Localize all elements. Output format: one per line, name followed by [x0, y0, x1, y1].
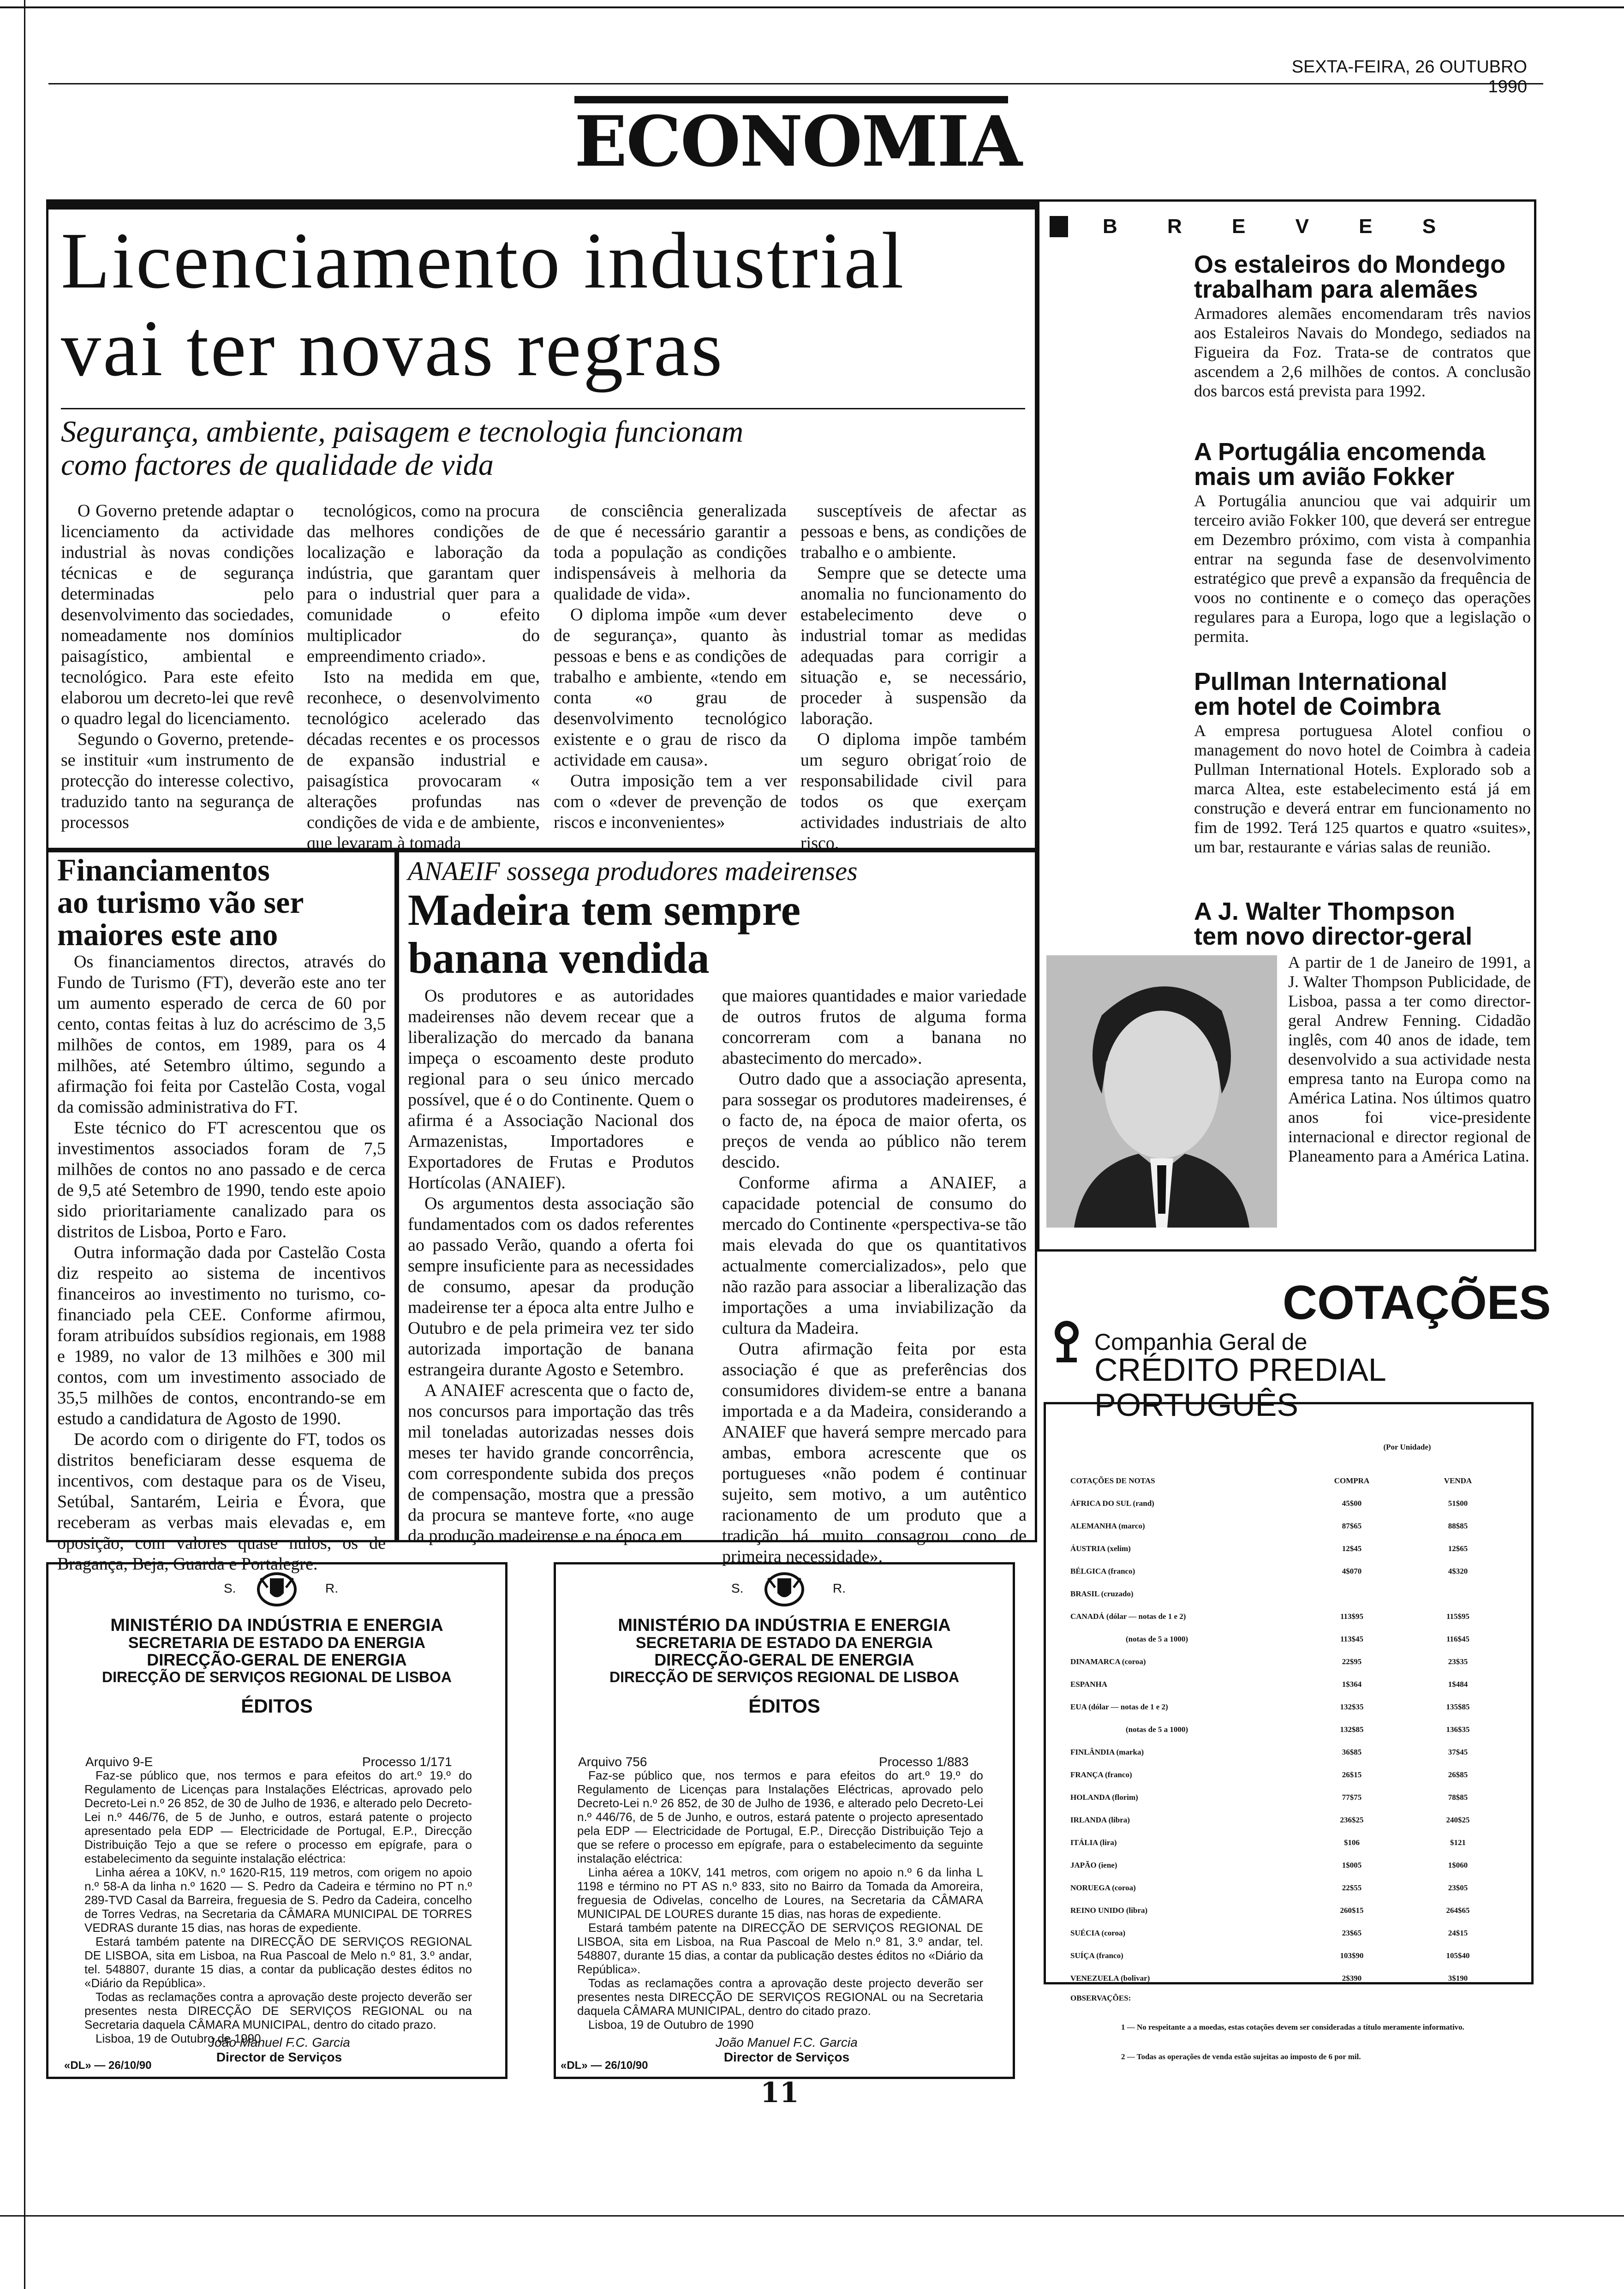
quote-buy: 23$65	[1342, 1928, 1362, 1937]
quote-sell: 88$85	[1448, 1521, 1468, 1530]
lead-subhead	[61, 415, 1025, 482]
quote-buy: 103$90	[1340, 1951, 1364, 1960]
quote-currency: SUÍÇA (franco)	[1070, 1951, 1123, 1960]
quote-currency: (notas de 5 a 1000)	[1126, 1725, 1188, 1734]
lead-col1-p1: O Governo pretende adaptar o licenciamento da actividade industrial às novas condições técnicas e de segurança determinadas pelo desenvolvimento das sociedades, nomeadamente nos domínios paisagístico, ambiental e tecnológico. Para este efeito elaborou um decreto-lei que revê o quadro legal do licenciamento.	[61, 501, 294, 728]
madeira-c2-p2: Outro dado que a associação apresenta, para sossegar os produtores madeirenses, é o facto de, na época de maior oferta, os preços de venda ao público não terem descido.	[722, 1069, 1027, 1172]
notice-2-line3: DIRECÇÃO-GERAL DE ENERGIA	[654, 1650, 914, 1669]
notice-1-p4: Todas as reclamações contra a aprovação deste projecto deverão ser presentes nesta DIRECÇÃO DE SERVIÇOS REGIONAL ou na Secretaria daquela CÂMARA MUNICIPAL, dentro do citado prazo.	[84, 1990, 472, 2031]
quote-buy: 77$75	[1342, 1792, 1362, 1802]
quote-sell: 23$35	[1448, 1657, 1468, 1666]
quote-currency: BRASIL (cruzado)	[1070, 1589, 1134, 1598]
issue-date: SEXTA-FEIRA, 26 OUTUBRO 1990	[1291, 57, 1527, 96]
bank-logo-icon	[1047, 1319, 1086, 1363]
madeira-col-2	[722, 986, 1027, 1567]
quote-currency: BÉLGICA (franco)	[1070, 1566, 1135, 1576]
quote-row	[1070, 1718, 1513, 1741]
quote-sell: 116$45	[1446, 1634, 1470, 1643]
notice-1-ministry: MINISTÉRIO DA INDÚSTRIA E ENERGIA	[110, 1616, 443, 1635]
quote-sell: 3$190	[1448, 1973, 1468, 1983]
quote-buy: 1$364	[1342, 1679, 1362, 1689]
notice-2-p2: Linha aérea a 10KV, 141 metros, com origem no apoio n.º 6 da linha L 1198 e término no PT AS n.º 833, sito no Bairro da Tomada da Amoreira, freguesia de Odivelas, concelho de Loures, na Secretaria da CÂMARA MUNICIPAL DE LOURES durante 15 dias, nas horas de expediente.	[577, 1865, 983, 1921]
bottom-edge-rule	[0, 2215, 1624, 2217]
quote-row	[1070, 1967, 1513, 1989]
quote-row	[1070, 1605, 1513, 1628]
notice-2-line4: DIRECÇÃO DE SERVIÇOS REGIONAL DE LISBOA	[609, 1669, 960, 1685]
madeira-c2-p3: Conforme afirma a ANAIEF, a capacidade potencial de consumo do mercado do Continente «perspectiva-se tão mais elevada do que os quantitativos actualmente comercializados», pelo que não razão para associar a liberalização das importações a uma inviabilização da cultura da Madeira.	[722, 1173, 1027, 1338]
quote-row	[1070, 1673, 1513, 1696]
notice-1-line2: SECRETARIA DE ESTADO DA ENERGIA	[128, 1634, 426, 1652]
quote-sell: 24$15	[1448, 1928, 1468, 1937]
notice-2-coat-of-arms-icon	[764, 1569, 805, 1607]
tourism-body	[57, 952, 386, 1575]
quote-sell: 51$00	[1448, 1498, 1468, 1508]
quote-buy: $106	[1344, 1838, 1360, 1847]
quote-currency: VENEZUELA (bolivar)	[1070, 1973, 1150, 1983]
lead-col-3	[554, 501, 787, 833]
notice-2-p3: Estará também patente na DIRECÇÃO DE SERVIÇOS REGIONAL DE LISBOA, sita em Lisboa, na Rua Pascoal de Melo n.º 81, 3.º andar, tel. 548807, durante 15 dias, a contar da publicação destes éditos no «Diário da República».	[577, 1921, 983, 1976]
tourism-headline-line2: ao turismo vão ser	[57, 885, 304, 920]
quote-sell: 23$05	[1448, 1883, 1468, 1892]
quote-buy	[1301, 1582, 1403, 1605]
madeira-col-1	[408, 986, 694, 1546]
breve-1-title-line1: Os estaleiros do Mondego	[1194, 251, 1506, 278]
breve-4-title	[1194, 899, 1531, 949]
tourism-headline-line1: Financiamentos	[57, 852, 270, 887]
quote-sell: $121	[1450, 1838, 1466, 1847]
breve-3-text: A empresa portuguesa Alotel confiou o management do novo hotel de Coimbra à cadeia Pullman International Hotels. Explorado sob a marca Altea, este estabelecimento está já em construção e deverá entrar em funcionamento no fim de 1992. Terá 125 quartos e quatro «suites», um bar, restaurante e várias salas de reunião.	[1194, 721, 1531, 856]
quote-currency: EUA (dólar — notas de 1 e 2)	[1070, 1702, 1168, 1711]
quote-buy: 260$15	[1340, 1906, 1364, 1915]
tourism-headline	[57, 854, 389, 951]
lead-col4-p3: O diploma impõe também um seguro obrigat´roio de responsabilidade civil para todos os que exerçam actividades industriais de alto risco.	[800, 730, 1027, 853]
breve-2-title-line1: A Portugália encomenda	[1194, 438, 1486, 466]
breve-4-title-block	[1194, 899, 1531, 949]
notice-1-p2: Linha aérea a 10KV, n.º 1620-R15, 119 metros, com origem no apoio n.º 58-A da linha n.º 1620 — S. Pedro da Cadeira e término no PT n.º 289-TVD Casal da Barreira, freguesia de S. Pedro da Cadeira, concelho de Torres Vedras, na Secretaria da CÂMARA MUNICIPAL DE TORRES VEDRAS durante 15 dias, nas horas de expediente.	[84, 1865, 472, 1935]
quote-sell: 1$484	[1448, 1679, 1468, 1689]
quote-row	[1070, 1492, 1513, 1515]
quote-row	[1070, 1560, 1513, 1582]
quote-sell: 26$85	[1448, 1770, 1468, 1779]
notice-1-line4: DIRECÇÃO DE SERVIÇOS REGIONAL DE LISBOA	[102, 1669, 452, 1685]
quote-currency: ESPANHA	[1070, 1679, 1107, 1689]
bank-name-line1: Companhia Geral de	[1094, 1329, 1308, 1355]
breve-2	[1194, 439, 1531, 646]
lead-headline-line1: Licenciamento industrial	[61, 216, 906, 305]
lead-col3-p3: Outra imposição tem a ver com o «dever de prevenção de riscos e inconvenientes»	[554, 771, 787, 832]
quote-buy: 87$65	[1342, 1521, 1362, 1530]
notice-1-body	[84, 1768, 472, 2045]
quote-buy: 26$15	[1342, 1770, 1362, 1779]
quote-row	[1070, 1650, 1513, 1673]
tourism-p1: Os financiamentos directos, através do Fundo de Turismo (FT), deverão este ano ter um aumento esperado de cerca de 60 por cento, contas feitas à luz do acréscimo de 3,5 milhões de contos, em 1989, para os 4 milhões, até Setembro último, segundo a afirmação foi feita por Castelão Costa, vogal da comissão administrativa do FT.	[57, 952, 386, 1117]
quote-currency: SUÉCIA (coroa)	[1070, 1928, 1126, 1937]
notice-2-editos: ÉDITOS	[748, 1695, 820, 1717]
notice-1-signer-title: Director de Serviços	[216, 2050, 342, 2064]
notice-2-p4: Todas as reclamações contra a aprovação deste projecto deverão ser presentes nesta DIRECÇÃO DE SERVIÇOS REGIONAL ou na Secretaria daquela CÂMARA MUNICIPAL, dentro do citado prazo.	[577, 1976, 983, 2018]
notice-2-body	[577, 1768, 983, 2031]
quote-currency: NORUEGA (coroa)	[1070, 1883, 1136, 1892]
quote-sell: 115$95	[1446, 1612, 1470, 1621]
quote-buy: 12$45	[1342, 1544, 1362, 1553]
lead-headline-rule	[61, 408, 1025, 409]
quote-buy: 36$85	[1342, 1747, 1362, 1756]
quote-sell: 136$35	[1446, 1725, 1470, 1734]
lead-subhead-line2: como factores de qualidade de vida	[61, 448, 494, 482]
lead-subhead-line1: Segurança, ambiente, paisagem e tecnologia funcionam	[61, 415, 744, 449]
quotes-header-row	[1070, 1469, 1513, 1492]
breve-4-title-line2: tem novo director-geral	[1194, 923, 1473, 950]
breve-3-title-line1: Pullman International	[1194, 668, 1448, 695]
quote-currency: CANADÁ (dólar — notas de 1 e 2)	[1070, 1612, 1186, 1621]
quote-buy: 22$55	[1342, 1883, 1362, 1892]
quote-sell: 135$85	[1446, 1702, 1470, 1711]
quote-currency: ALEMANHA (marco)	[1070, 1521, 1145, 1530]
quote-buy: 22$95	[1342, 1657, 1362, 1666]
tourism-p2: Este técnico do FT acrescentou que os investimentos associados foram de 7,5 milhões de contos no ano passado e de cerca de 9,5 até Setembro de 1990, tendo este apoio sido prioritariamente canalizado para os distritos de Lisboa, Porto e Faro.	[57, 1118, 386, 1241]
notice-1-p3: Estará também patente na DIRECÇÃO DE SERVIÇOS REGIONAL DE LISBOA, sita em Lisboa, na Rua Pascoal de Melo n.º 81, 3.º andar, tel. 548807, durante 15 dias, a contar da publicação destes éditos no «Diário da República».	[84, 1935, 472, 1990]
quote-buy: 1$005	[1342, 1860, 1362, 1870]
quote-row	[1070, 1537, 1513, 1560]
notice-1-arquivo: Arquivo 9-E	[85, 1755, 153, 1769]
quote-row	[1070, 1741, 1513, 1763]
breve-1-title-line2: trabalham para alemães	[1194, 276, 1478, 303]
breve-3	[1194, 669, 1531, 857]
left-edge-rule	[24, 0, 25, 2289]
lead-top-bar	[46, 199, 1037, 210]
quote-row	[1070, 1786, 1513, 1809]
madeira-c1-p3: A ANAIEF acrescenta que o facto de, nos concursos para importação das três mil toneladas autorizadas nesses dois meses ter havido grande concorrência, com correspondente subida dos preços de compensação, mostra que a pressão da procura se manteve forte, «no auge da produção madeirense e na época em	[408, 1381, 694, 1546]
breve-4-title-line1: A J. Walter Thompson	[1194, 898, 1456, 925]
notice-2-processo: Processo 1/883	[879, 1755, 969, 1769]
notice-2-ministry: MINISTÉRIO DA INDÚSTRIA E ENERGIA	[618, 1616, 951, 1635]
quote-currency: IRLANDA (libra)	[1070, 1815, 1130, 1824]
tourism-headline-line3: maiores este ano	[57, 917, 278, 952]
quote-sell: 1$060	[1448, 1860, 1468, 1870]
quote-row	[1070, 1944, 1513, 1967]
madeira-headline-line1: Madeira tem sempre	[408, 885, 801, 935]
notice-2-arquivo: Arquivo 756	[578, 1755, 647, 1769]
notice-1-line3: DIRECÇÃO-GERAL DE ENERGIA	[147, 1650, 407, 1669]
notice-1-coat-of-arms-icon	[256, 1569, 298, 1607]
notice-2-p1: Faz-se público que, nos termos e para efeitos do art.º 19.º do Regulamento de Licenças para Instalações Eléctricas, aprovado pelo Decreto-Lei n.º 26 852, de 30 de Julho de 1936, e alterado pelo Decreto-Lei n.º 446/76, de 5 de Junho, e outros, estará patente o projecto apresentado pela EDP — Electricidade de Portugal, E.P., Direcção Distribuição Tejo a que se refere o processo em epígrafe, para o estabelecimento da seguinte instalação eléctrica:	[577, 1768, 983, 1865]
quote-buy: 113$95	[1340, 1612, 1364, 1621]
quote-buy: 132$85	[1340, 1725, 1364, 1734]
notice-1-date: Lisboa, 19 de Outubro de 1990	[96, 2031, 261, 2045]
quotes-rows	[1070, 1492, 1513, 1989]
quote-currency: FINLÂNDIA (marka)	[1070, 1747, 1144, 1756]
lead-col-4	[800, 501, 1027, 854]
top-edge-rule	[0, 6, 1624, 8]
quote-currency: ÁUSTRIA (xelim)	[1070, 1544, 1131, 1553]
quotes-col-notes: COTAÇÕES DE NOTAS	[1070, 1476, 1155, 1485]
notice-2-signer-title: Director de Serviços	[723, 2050, 850, 2064]
lead-col4-p1: susceptíveis de afectar as pessoas e bens, as condições de trabalho e o ambiente.	[800, 501, 1027, 562]
notice-2-ref: «DL» — 26/10/90	[561, 2059, 648, 2072]
quote-sell: 37$45	[1448, 1747, 1468, 1756]
lead-col3-p1: de consciência generalizada de que é necessário garantir a toda a população as condições indispensáveis à melhoria da qualidade de vida».	[554, 501, 787, 604]
portrait-image	[1046, 955, 1277, 1228]
quotes-table	[1070, 1469, 1513, 1989]
page-number: 11	[760, 2077, 799, 2109]
madeira-headline-line2: banana vendida	[408, 933, 710, 983]
notice-1-signer: João Manuel F.C. Garcia	[208, 2035, 350, 2049]
quote-row	[1070, 1854, 1513, 1876]
notice-1-sr-left: S.	[224, 1581, 236, 1595]
quote-row	[1070, 1831, 1513, 1854]
notice-2	[554, 1562, 1015, 2079]
quote-row	[1070, 1922, 1513, 1944]
quote-buy: 113$45	[1340, 1634, 1364, 1643]
quote-row	[1070, 1809, 1513, 1831]
quote-currency: HOLANDA (florim)	[1070, 1792, 1138, 1802]
breve-4-text: A partir de 1 de Janeiro de 1991, a J. Walter Thompson Publicidade, de Lisboa, passa a ter como director-geral Andrew Fenning. Cidadão inglês, com 40 anos de idade, tem desenvolvido a sua actividade nesta empresa tanto na Europa como na América Latina. Nos últimos quatro anos foi vice-presidente internacional e director regional de Planeamento para a América Latina.	[1288, 953, 1531, 1165]
breve-2-text: A Portugália anunciou que vai adquirir um terceiro avião Fokker 100, que deverá ser entregue em Dezembro próximo, com vista à companhia entrar na segunda fase de desenvolvimento estratégico que prevê a expansão da frequência de voos no continente e o começo das operações regulares para a Europa, logo que a legislação o permita.	[1194, 491, 1531, 646]
quote-currency: DINAMARCA (coroa)	[1070, 1657, 1146, 1666]
notice-1-ref: «DL» — 26/10/90	[64, 2059, 152, 2072]
breve-3-title	[1194, 669, 1531, 719]
quote-currency: ITÁLIA (lira)	[1070, 1838, 1117, 1847]
quotes-unit-note: (Por Unidade)	[1383, 1443, 1431, 1451]
quote-sell: 12$65	[1448, 1544, 1468, 1553]
notice-2-signer: João Manuel F.C. Garcia	[716, 2035, 858, 2049]
madeira-c2-p1: que maiores quantidades e maior variedade de outros frutos de alguma forma concorreram com a banana no abastecimento do mercado».	[722, 986, 1027, 1068]
quote-currency: (notas de 5 a 1000)	[1126, 1634, 1188, 1643]
quotes-obs-1: 1 — No respeitante a a moedas, estas cotações devem ser consideradas a título meramente informativo.	[1121, 2023, 1464, 2031]
lead-col-1	[61, 501, 294, 833]
quote-buy: 2$390	[1342, 1973, 1362, 1983]
quote-row	[1070, 1763, 1513, 1786]
quote-row	[1070, 1899, 1513, 1922]
tourism-p4: De acordo com o dirigente do FT, todos os distritos beneficiaram desse esquema de incentivos, com destaque para os de Viseu, Setúbal, Santarém, Leiria e Évora, que receberam as verbas mais elevadas e, em oposição, com valores quase nulos, os de Bragança, Beja, Guarda e Portalegre.	[57, 1430, 386, 1574]
notice-2-sr-right: R.	[833, 1581, 846, 1595]
portrait-photo	[1046, 955, 1277, 1228]
quote-row	[1070, 1628, 1513, 1650]
madeira-kicker: ANAEIF sossega produdores madeirenses	[408, 856, 858, 886]
quote-currency: FRANÇA (franco)	[1070, 1770, 1132, 1779]
quote-currency: JAPÃO (iene)	[1070, 1860, 1117, 1870]
lead-col1-p2: Segundo o Governo, pretende-se instituir «um instrumento de protecção do interesse colectivo, traduzido tanto na segurança de processos	[61, 730, 294, 832]
section-title: ECONOMIA	[574, 101, 1021, 182]
quotes-col-sell: VENDA	[1444, 1476, 1472, 1485]
quote-row	[1070, 1515, 1513, 1537]
madeira-c1-p1: Os produtores e as autoridades madeirenses não devem recear que a liberalização do mercado da banana impeça o escoamento deste produto regional para o seu único mercado possível, que é o do Continente. Quem o afirma é a Associação Nacional dos Armazenistas, Importadores e Exportadores de Frutas e Produtos Hortícolas (ANAIEF).	[408, 986, 694, 1192]
quote-sell: 4$320	[1448, 1566, 1468, 1576]
breves-label: B R E V E S	[1103, 215, 1458, 238]
notice-1-processo: Processo 1/171	[362, 1755, 452, 1769]
notice-2-date: Lisboa, 19 de Outubro de 1990	[588, 2018, 754, 2031]
lead-headline	[61, 217, 1025, 392]
madeira-headline	[408, 886, 1026, 982]
quote-buy: 132$35	[1340, 1702, 1364, 1711]
quote-sell: 105$40	[1446, 1951, 1470, 1960]
lead-headline-line2: vai ter novas regras	[61, 304, 724, 393]
quotes-obs-label: OBSERVAÇÕES:	[1070, 1994, 1131, 2002]
notice-2-sr-left: S.	[731, 1581, 744, 1595]
notice-1	[46, 1562, 508, 2079]
quote-row	[1070, 1876, 1513, 1899]
breve-1-text: Armadores alemães encomendaram três navios aos Estaleiros Navais do Mondego, sediados na Figueira da Foz. Trata-se de contratos que ascendem a 2,6 milhões de contos. A conclusão dos barcos está prevista para 1992.	[1194, 304, 1531, 400]
madeira-c1-p2: Os argumentos desta associação são fundamentados com os dados referentes ao passado Verão, quando a oferta foi sempre insuficiente para as necessidades de consumo, apesar da produção madeirense ter a época alta entre Julho e Outubro e de pela primeira vez ter sido autorizada importação de banana estrangeira durante Agosto e Setembro.	[408, 1194, 694, 1379]
quotes-title: COTAÇÕES	[1283, 1276, 1551, 1330]
quote-buy: 236$25	[1340, 1815, 1364, 1824]
breve-2-title-line2: mais um avião Fokker	[1194, 463, 1455, 491]
quote-sell: 78$85	[1448, 1792, 1468, 1802]
quote-currency: REINO UNIDO (libra)	[1070, 1906, 1148, 1915]
quote-sell: 240$25	[1446, 1815, 1470, 1824]
notice-2-line2: SECRETARIA DE ESTADO DA ENERGIA	[635, 1634, 933, 1652]
lead-col-2	[307, 501, 540, 854]
notice-1-p1: Faz-se público que, nos termos e para efeitos do art.º 19.º do Regulamento de Licenças para Instalações Eléctricas, aprovado pelo Decreto-Lei n.º 26 852, de 30 de Julho de 1936, e alterado pelo Decreto-Lei n.º 446/76, de 5 de Junho, e outros, estará patente o projecto apresentado pela EDP — Electricidade de Portugal, E.P., Direcção Distribuição Tejo a que se refere o processo em epígrafe, para o estabelecimento da seguinte instalação eléctrica:	[84, 1768, 472, 1865]
bank-name-line2: CRÉDITO PREDIAL PORTUGUÊS	[1094, 1352, 1385, 1423]
breve-1	[1194, 252, 1531, 401]
quote-buy: 45$00	[1342, 1498, 1362, 1508]
breve-1-title	[1194, 252, 1531, 302]
notice-1-sr-right: R.	[325, 1581, 338, 1595]
lead-col3-p2: O diploma impõe «um dever de segurança», quanto às pessoas e bens e as condições de trabalho e ambiente, «tendo em conta «o grau de desenvolvimento tecnológico existente e o grau de risco da actividade em causa».	[554, 605, 787, 770]
quote-sell: 264$65	[1446, 1906, 1470, 1915]
breves-marker	[1050, 216, 1068, 237]
lead-col2-p1: tecnológicos, como na procura das melhores condições de localização e laboração da indústria, que garantam quer para o industrial quer para a comunidade o efeito multiplicador do empreendimento criado».	[307, 501, 540, 666]
quote-buy: 4$070	[1342, 1566, 1362, 1576]
breve-2-title	[1194, 439, 1531, 489]
breve-3-title-line2: em hotel de Coimbra	[1194, 693, 1441, 720]
lead-col2-p2: Isto na medida em que, reconhece, o desenvolvimento tecnológico acelerado das décadas recentes e os processos de expansão industrial e paisagística provocaram « alterações profundas nas condições de vida e de ambiente, que levaram à tomada	[307, 667, 540, 853]
madeira-c2-p4: Outra afirmação feita por esta associação é que as preferências dos consumidores dividem-se entre a banana importada e a da Madeira, considerando a ANAIEF que haverá sempre mercado para ambas, embora acrescente que os portugueses «não podem é continuar sujeito, sem motivo, a um autêntico racionamento de um produto que a tradição há muito consagrou cono de primeira necessidade».	[722, 1339, 1027, 1566]
quotes-obs-2: 2 — Todas as operações de venda estão sujeitas ao imposto de 6 por mil.	[1121, 2052, 1361, 2061]
tourism-p3: Outra informação dada por Castelão Costa diz respeito ao sistema de incentivos financeiros ao investimento no turismo, co-financiado pela CEE. Conforme afirmou, foram atribuídos subsídios regionais, em 1988 e 1989, no valor de 13 milhões e 300 mil contos, com um investimento associado de 35,5 milhões de contos, encontrando-se em estudo a candidatura de Agosto de 1990.	[57, 1243, 386, 1428]
notice-1-editos: ÉDITOS	[241, 1695, 313, 1717]
quote-row	[1070, 1696, 1513, 1718]
lead-col4-p2: Sempre que se detecte uma anomalia no funcionamento do estabelecimento deve o industrial tomar as medidas adequadas para corrigir a situação e, se necessário, proceder à suspensão da laboração.	[800, 563, 1027, 728]
quote-currency: ÁFRICA DO SUL (rand)	[1070, 1498, 1154, 1508]
quotes-col-buy: COMPRA	[1334, 1476, 1370, 1485]
quote-row	[1070, 1582, 1513, 1605]
quote-sell	[1403, 1582, 1513, 1605]
